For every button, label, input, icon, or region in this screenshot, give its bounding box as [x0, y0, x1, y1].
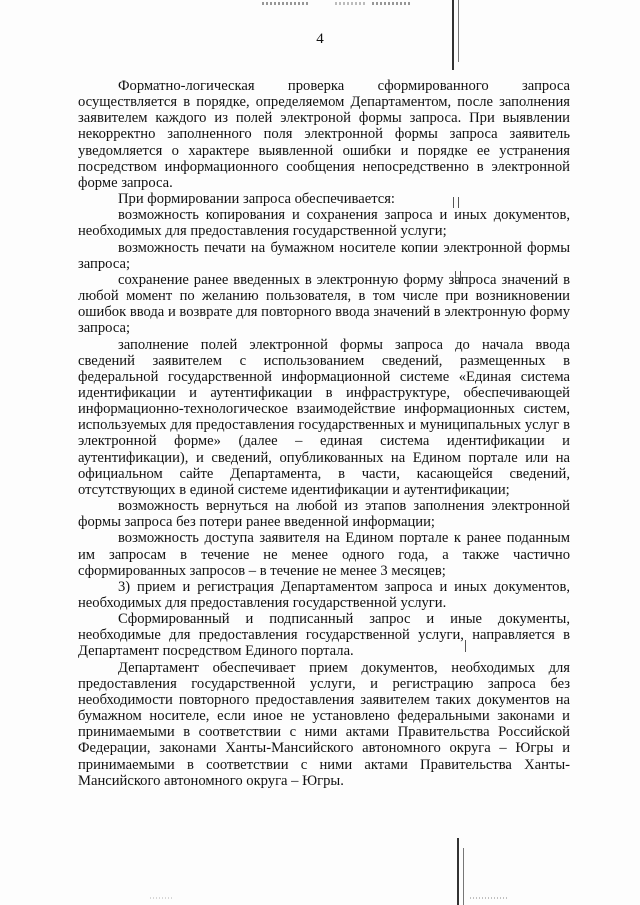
paragraph: возможность печати на бумажном носителе копии электронной формы запроса; [78, 239, 570, 272]
paragraph: 3) прием и регистрация Департаментом запроса и иных документов, необходимых для предоставления государственной услуги. [78, 578, 570, 611]
paragraph: Форматно-логическая проверка сформированного запроса осуществляется в порядке, определяемом Департаментом, после заполнения заявителем каждого из полей электроной формы запроса. При выявлении некорректно заполненного поля электронной формы запроса заявитель уведомляется о характере выявленной ошибки и порядке ее устранения посредством информационного сообщения непосредственно в электронной форме запроса. [78, 78, 570, 191]
scan-noise-bottom [150, 897, 172, 899]
scan-noise-top [262, 2, 310, 5]
page-number: 4 [316, 31, 324, 47]
paragraph: возможность копирования и сохранения запроса и иных документов, необходимых для предоставления государственной услуги; [78, 207, 570, 240]
scan-noise-bottom [470, 897, 508, 899]
paragraph: Департамент обеспечивает прием документов, необходимых для предоставления государственной услуги, и регистрацию запроса без необходимости повторного предоставления заявителем таких документов на бумажном носителе, если иное не установлено федеральными законами и принимаемыми в соответствии с ними актами Правительства Российской Федерации, законами Ханты-Мансийского автономного округа – Югры и принимаемыми в соответствии с ними актами Правительства Ханты-Мансийского автономного округа – Югры. [78, 659, 570, 789]
paragraph: При формировании запроса обеспечивается: [118, 191, 395, 208]
paragraph: заполнение полей электронной формы запроса до начала ввода сведений заявителем с использованием сведений, размещенных в федеральной государственной информационной системе «Единая система идентификации и аутентификации в инфраструктуре, обеспечивающей информационно-технологическое взаимодействие информационных систем, используемых для предоставления государственных и муниципальных услуг в электронной форме» (далее – единая система идентификации и аутентификации), и сведений, опубликованных на Едином портале или на официальном сайте Департамента, в части, касающейся сведений, отсутствующих в единой системе идентификации и аутентификации; [78, 336, 570, 498]
scan-noise-top [335, 2, 365, 5]
paragraph: возможность доступа заявителя на Едином портале к ранее поданным им запросам в течение не менее одного года, а также частично сформированных запросов – в течение не менее 3 месяцев; [78, 530, 570, 579]
scan-margin-line [457, 838, 459, 905]
scan-noise-top [372, 2, 412, 5]
paragraph: Сформированный и подписанный запрос и иные документы, необходимые для предоставления государственной услуги, направляется в Департамент посредством Единого портала. [78, 611, 570, 660]
paragraph: сохранение ранее введенных в электронную форму запроса значений в любой момент по желанию пользователя, в том числе при возникновении ошибок ввода и возврате для повторного ввода значений в электронную форму запроса; [78, 271, 570, 337]
paragraph: возможность вернуться на любой из этапов заполнения электронной формы запроса без потери ранее введенной информации; [78, 498, 570, 531]
scan-margin-line [463, 848, 464, 905]
document-body [78, 78, 570, 789]
